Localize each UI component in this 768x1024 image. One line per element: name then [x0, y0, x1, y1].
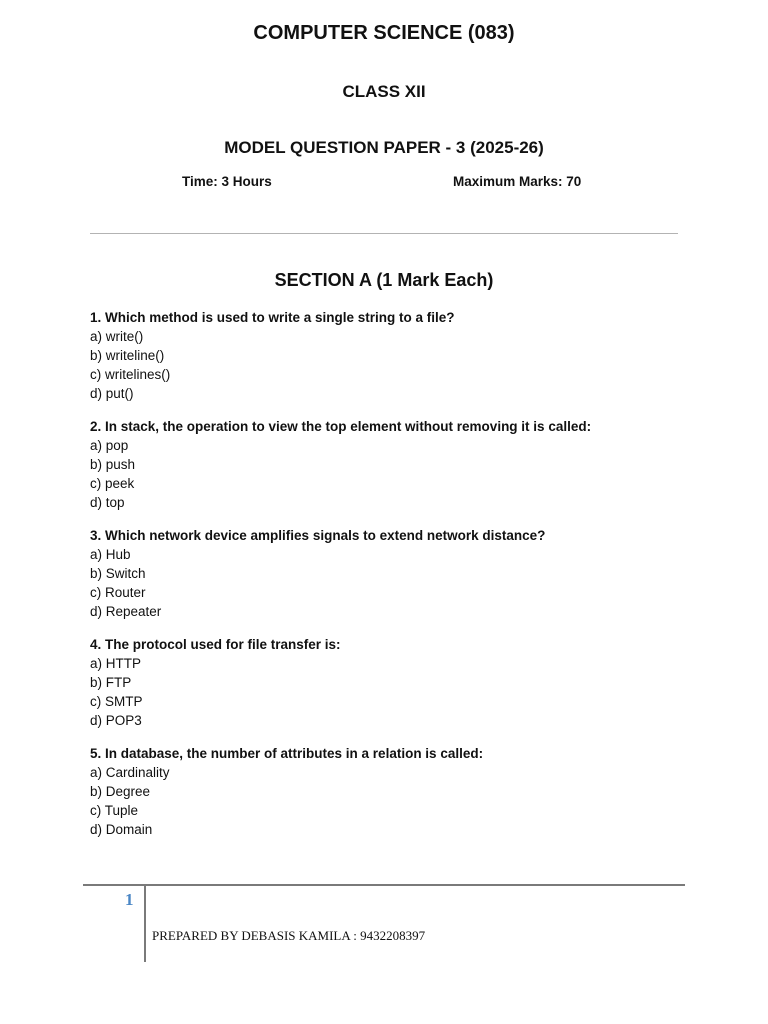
option-a: a) pop [90, 438, 129, 453]
question-1 [90, 308, 690, 403]
option-b: b) push [90, 457, 136, 472]
question-4 [90, 635, 690, 730]
header-divider [90, 233, 678, 234]
option-c: c) Router [90, 585, 146, 600]
option-d: d) Repeater [90, 604, 162, 619]
page-number: 1 [125, 890, 134, 909]
option-b: b) Degree [90, 784, 151, 799]
option-c: c) peek [90, 476, 135, 491]
question-2 [90, 417, 690, 512]
question-text: 5. In database, the number of attributes in a relation is called: [90, 746, 484, 761]
option-d: d) POP3 [90, 713, 142, 728]
question-text: 2. In stack, the operation to view the top element without removing it is called: [90, 419, 592, 434]
option-a: a) HTTP [90, 656, 142, 671]
option-b: b) Switch [90, 566, 146, 581]
subject-title: COMPUTER SCIENCE (083) [253, 22, 515, 44]
question-5 [90, 744, 690, 839]
option-b: b) writeline() [90, 348, 165, 363]
paper-title: MODEL QUESTION PAPER - 3 (2025-26) [224, 138, 544, 157]
max-marks-label: Maximum Marks: 70 [453, 174, 582, 189]
option-d: d) Domain [90, 822, 153, 837]
question-text: 3. Which network device amplifies signals to extend network distance? [90, 528, 546, 543]
option-c: c) SMTP [90, 694, 143, 709]
footer-vertical-divider [144, 886, 146, 962]
footer-divider [83, 884, 685, 886]
option-d: d) top [90, 495, 125, 510]
option-a: a) write() [90, 329, 144, 344]
question-list [90, 308, 690, 853]
question-3 [90, 526, 690, 621]
question-text: 4. The protocol used for file transfer is: [90, 637, 341, 652]
question-text: 1. Which method is used to write a single string to a file? [90, 310, 455, 325]
option-c: c) Tuple [90, 803, 139, 818]
option-d: d) put() [90, 386, 134, 401]
option-b: b) FTP [90, 675, 132, 690]
option-c: c) writelines() [90, 367, 171, 382]
option-a: a) Hub [90, 547, 131, 562]
prepared-by-text: PREPARED BY DEBASIS KAMILA : 9432208397 [152, 928, 426, 943]
option-a: a) Cardinality [90, 765, 170, 780]
time-label: Time: 3 Hours [182, 174, 272, 189]
class-title: CLASS XII [342, 82, 426, 101]
section-title: SECTION A (1 Mark Each) [274, 270, 494, 290]
